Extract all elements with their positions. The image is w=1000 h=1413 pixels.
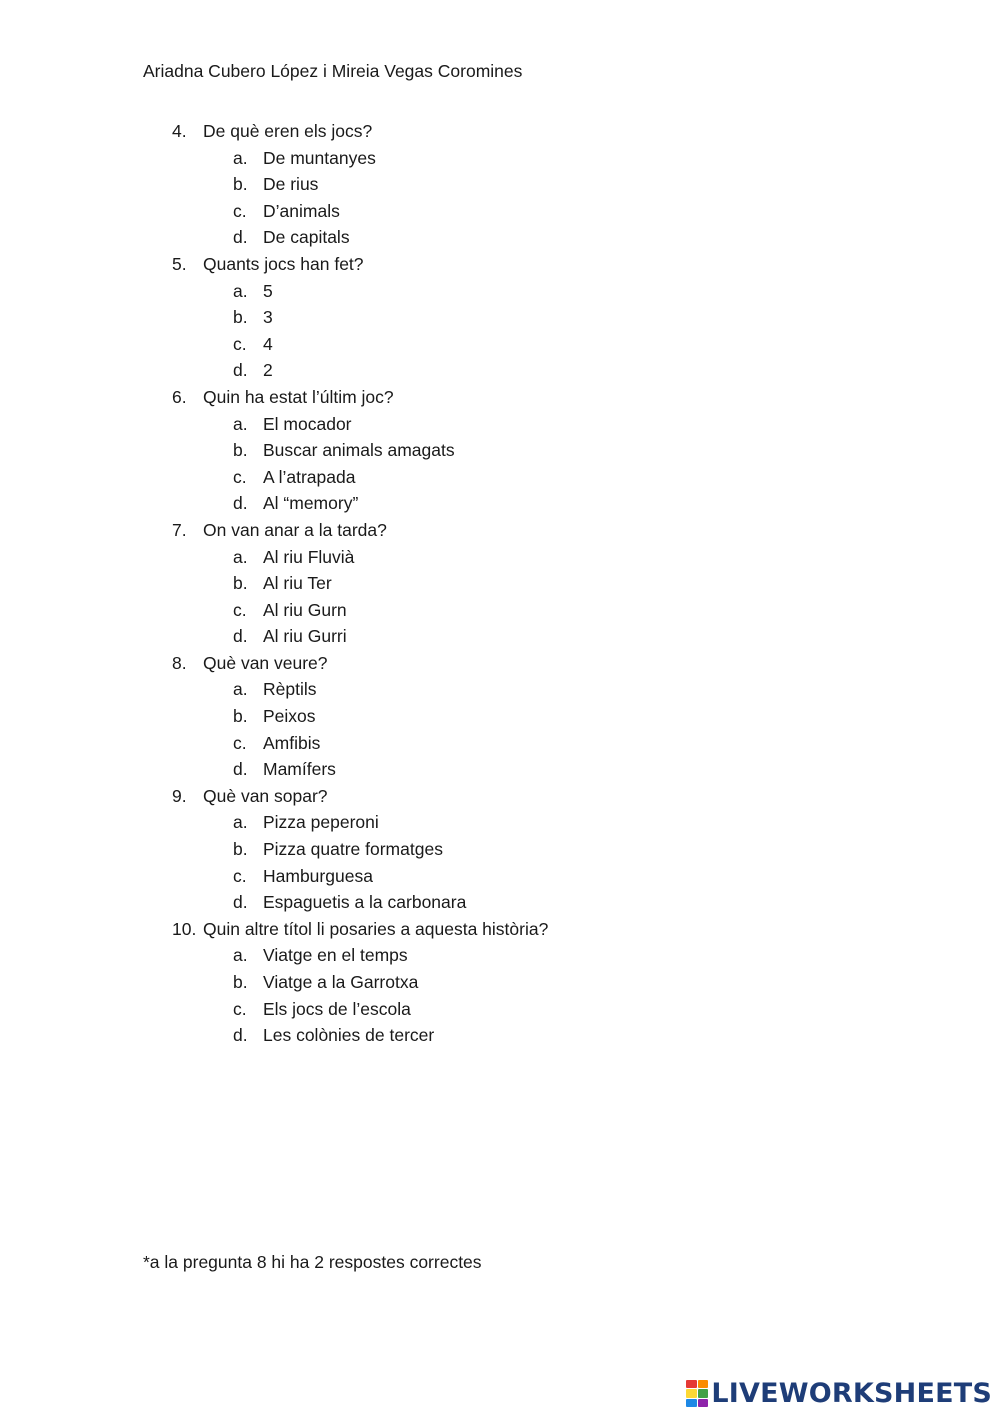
option-letter: b. — [233, 972, 248, 992]
option-letter: d. — [233, 626, 248, 647]
question-item — [172, 650, 548, 783]
option-list — [172, 278, 548, 384]
answer-option — [172, 490, 548, 517]
question-text: De què eren els jocs? — [203, 121, 373, 141]
answer-option — [172, 411, 548, 438]
option-letter: c. — [233, 732, 247, 753]
logo-tile — [698, 1380, 709, 1388]
answer-option — [172, 171, 548, 198]
option-letter: c. — [233, 333, 247, 354]
option-text: Peixos — [263, 706, 316, 727]
answer-option — [172, 809, 548, 836]
option-text: De rius — [263, 174, 319, 195]
logo-tile — [686, 1380, 697, 1388]
question-text: Quin altre títol li posaries a aquesta història? — [203, 918, 549, 939]
footnote: *a la pregunta 8 hi ha 2 respostes correctes — [143, 1252, 482, 1272]
option-text: Espaguetis a la carbonara — [263, 892, 467, 913]
option-letter: c. — [233, 200, 247, 221]
option-text: Pizza quatre formatges — [263, 839, 443, 860]
option-list — [172, 942, 548, 1048]
question-number: 7. — [172, 519, 187, 540]
question-list — [172, 118, 548, 1049]
option-text: Al “memory” — [263, 493, 359, 514]
answer-option — [172, 863, 548, 890]
option-text: 5 — [263, 280, 273, 301]
option-list — [172, 676, 548, 782]
brand-name: LIVEWORKSHEETS — [711, 1378, 992, 1409]
logo-tile — [686, 1399, 697, 1407]
question-item — [172, 384, 548, 517]
logo-tile — [698, 1399, 709, 1407]
question-row — [172, 251, 548, 278]
answer-option — [172, 730, 548, 757]
question-number: 5. — [172, 253, 187, 274]
question-number: 6. — [172, 386, 187, 407]
option-letter: d. — [233, 759, 248, 780]
author-names: Ariadna Cubero López i Mireia Vegas Coromines — [143, 61, 523, 81]
option-list — [172, 544, 548, 650]
option-text: 3 — [263, 307, 273, 328]
option-text: Buscar animals amagats — [263, 440, 455, 461]
question-number: 10. — [172, 918, 197, 939]
option-letter: a. — [233, 945, 248, 966]
liveworksheets-logo-icon — [686, 1380, 708, 1407]
answer-option — [172, 278, 548, 305]
answer-option — [172, 198, 548, 225]
option-letter: a. — [233, 546, 248, 567]
option-letter: b. — [233, 174, 248, 195]
option-text: 2 — [263, 360, 273, 381]
answer-option — [172, 437, 548, 464]
answer-option — [172, 676, 548, 703]
answer-option — [172, 623, 548, 650]
option-text: De capitals — [263, 227, 350, 248]
answer-option — [172, 224, 548, 251]
option-text: Al riu Fluvià — [263, 546, 355, 567]
answer-option — [172, 464, 548, 491]
option-text: Viatge a la Garrotxa — [263, 972, 419, 992]
option-text: 4 — [263, 333, 273, 354]
option-letter: d. — [233, 360, 248, 381]
question-item — [172, 517, 548, 650]
option-text: Pizza peperoni — [263, 812, 379, 833]
option-letter: d. — [233, 892, 248, 913]
option-letter: a. — [233, 147, 248, 168]
option-letter: a. — [233, 812, 248, 833]
question-row — [172, 916, 548, 943]
option-letter: b. — [233, 706, 248, 727]
option-list — [172, 145, 548, 251]
option-text: Les colònies de tercer — [263, 1025, 435, 1046]
option-letter: c. — [233, 865, 247, 886]
question-text: On van anar a la tarda? — [203, 519, 387, 540]
option-letter: a. — [233, 413, 248, 434]
option-letter: b. — [233, 573, 248, 594]
question-item — [172, 916, 548, 1049]
option-list — [172, 411, 548, 517]
question-row — [172, 118, 548, 145]
question-item — [172, 783, 548, 916]
option-text: Hamburguesa — [263, 865, 373, 886]
option-text: Al riu Ter — [263, 573, 332, 594]
answer-option — [172, 1022, 548, 1049]
option-letter: b. — [233, 307, 248, 328]
option-letter: d. — [233, 493, 248, 514]
question-row — [172, 783, 548, 810]
option-text: Al riu Gurn — [263, 599, 347, 620]
option-text: El mocador — [263, 413, 352, 434]
option-text: Els jocs de l’escola — [263, 998, 411, 1019]
question-text: Quants jocs han fet? — [203, 253, 364, 274]
question-item — [172, 118, 548, 251]
answer-option — [172, 969, 548, 996]
answer-option — [172, 889, 548, 916]
answer-option — [172, 357, 548, 384]
answer-option — [172, 942, 548, 969]
question-text: Què van veure? — [203, 652, 328, 673]
answer-option — [172, 331, 548, 358]
question-item — [172, 251, 548, 384]
brand-logo — [686, 1378, 992, 1409]
option-letter: c. — [233, 466, 247, 487]
option-list — [172, 809, 548, 915]
option-text: Al riu Gurri — [263, 626, 347, 647]
question-row — [172, 517, 548, 544]
answer-option — [172, 836, 548, 863]
option-letter: c. — [233, 599, 247, 620]
option-letter: d. — [233, 227, 248, 248]
option-text: D’animals — [263, 200, 340, 221]
question-text: Què van sopar? — [203, 785, 328, 806]
option-text: A l’atrapada — [263, 466, 356, 487]
answer-option — [172, 756, 548, 783]
answer-option — [172, 703, 548, 730]
option-text: Rèptils — [263, 679, 317, 700]
option-text: Viatge en el temps — [263, 945, 408, 966]
logo-tile — [686, 1389, 697, 1397]
option-letter: b. — [233, 839, 248, 860]
logo-tile — [698, 1389, 709, 1397]
question-row — [172, 650, 548, 677]
option-letter: a. — [233, 679, 248, 700]
option-letter: c. — [233, 998, 247, 1019]
option-text: Mamífers — [263, 759, 336, 780]
question-text: Quin ha estat l’últim joc? — [203, 386, 394, 407]
question-number: 4. — [172, 121, 187, 141]
question-number: 8. — [172, 652, 187, 673]
question-number: 9. — [172, 785, 187, 806]
option-letter: b. — [233, 440, 248, 461]
question-row — [172, 384, 548, 411]
answer-option — [172, 544, 548, 571]
option-text: De muntanyes — [263, 147, 376, 168]
option-letter: a. — [233, 280, 248, 301]
answer-option — [172, 304, 548, 331]
answer-option — [172, 996, 548, 1023]
answer-option — [172, 570, 548, 597]
answer-option — [172, 597, 548, 624]
answer-option — [172, 145, 548, 172]
option-text: Amfibis — [263, 732, 321, 753]
option-letter: d. — [233, 1025, 248, 1046]
